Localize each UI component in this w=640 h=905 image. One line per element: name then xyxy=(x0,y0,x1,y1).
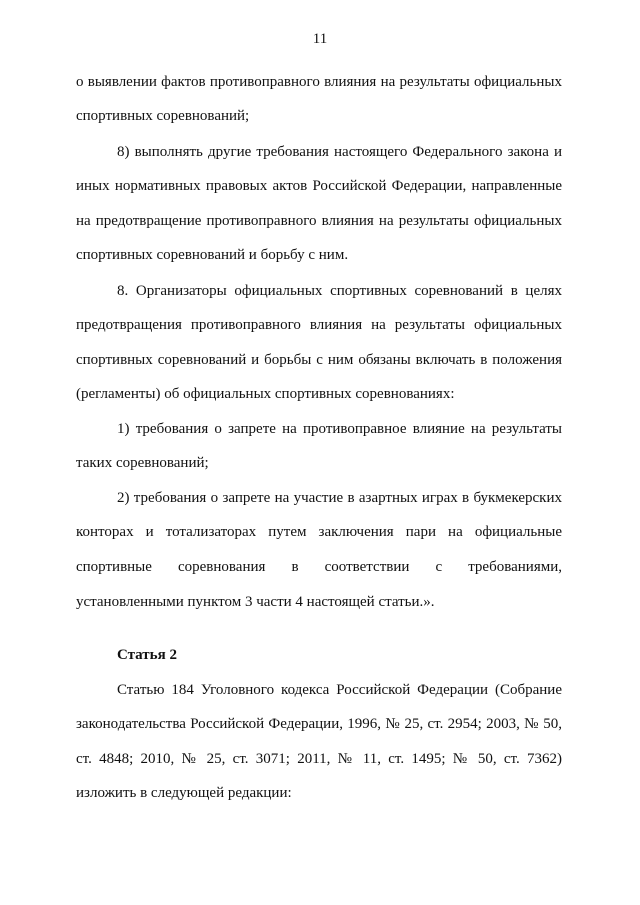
text-line: о выявлении фактов противоправного влияния на результаты официальных xyxy=(76,74,562,90)
text-line: на предотвращение противоправного влияния на результаты официальных xyxy=(76,213,562,229)
text-line: изложить в следующей редакции: xyxy=(76,785,292,801)
text-line: Статью 184 Уголовного кодекса Российской Федерации (Собрание xyxy=(117,682,562,698)
text-line: спортивных соревнований; xyxy=(76,108,250,124)
text-line: предотвращения противоправного влияния на результаты официальных xyxy=(76,317,562,333)
text-line: 2) требования о запрете на участие в азартных играх в букмекерских xyxy=(117,490,562,506)
text-line: 1) требования о запрете на противоправное влияние на результаты xyxy=(117,421,562,437)
text-line: спортивных соревнований и борьбу с ним. xyxy=(76,247,349,263)
text-line: конторах и тотализаторах путем заключения пари на официальные xyxy=(76,524,562,540)
text-line: (регламенты) об официальных спортивных соревнованиях: xyxy=(76,386,455,402)
article-heading: Статья 2 xyxy=(117,647,177,663)
text-line: таких соревнований; xyxy=(76,455,209,471)
text-line: спортивных соревнований и борьбы с ним обязаны включать в положения xyxy=(76,352,562,368)
text-line: спортивные соревнования в соответствии с требованиями, xyxy=(76,559,562,575)
text-line: установленными пунктом 3 части 4 настоящей статьи.». xyxy=(76,594,435,610)
text-line: иных нормативных правовых актов Российской Федерации, направленные xyxy=(76,178,562,194)
text-line: ст. 4848; 2010, № 25, ст. 3071; 2011, № 11, ст. 1495; № 50, ст. 7362) xyxy=(76,751,562,767)
page-number: 11 xyxy=(312,31,328,47)
text-line: 8. Организаторы официальных спортивных соревнований в целях xyxy=(117,283,562,299)
text-line: законодательства Российской Федерации, 1996, № 25, ст. 2954; 2003, № 50, xyxy=(76,716,562,732)
text-line: 8) выполнять другие требования настоящего Федерального закона и xyxy=(117,144,562,160)
